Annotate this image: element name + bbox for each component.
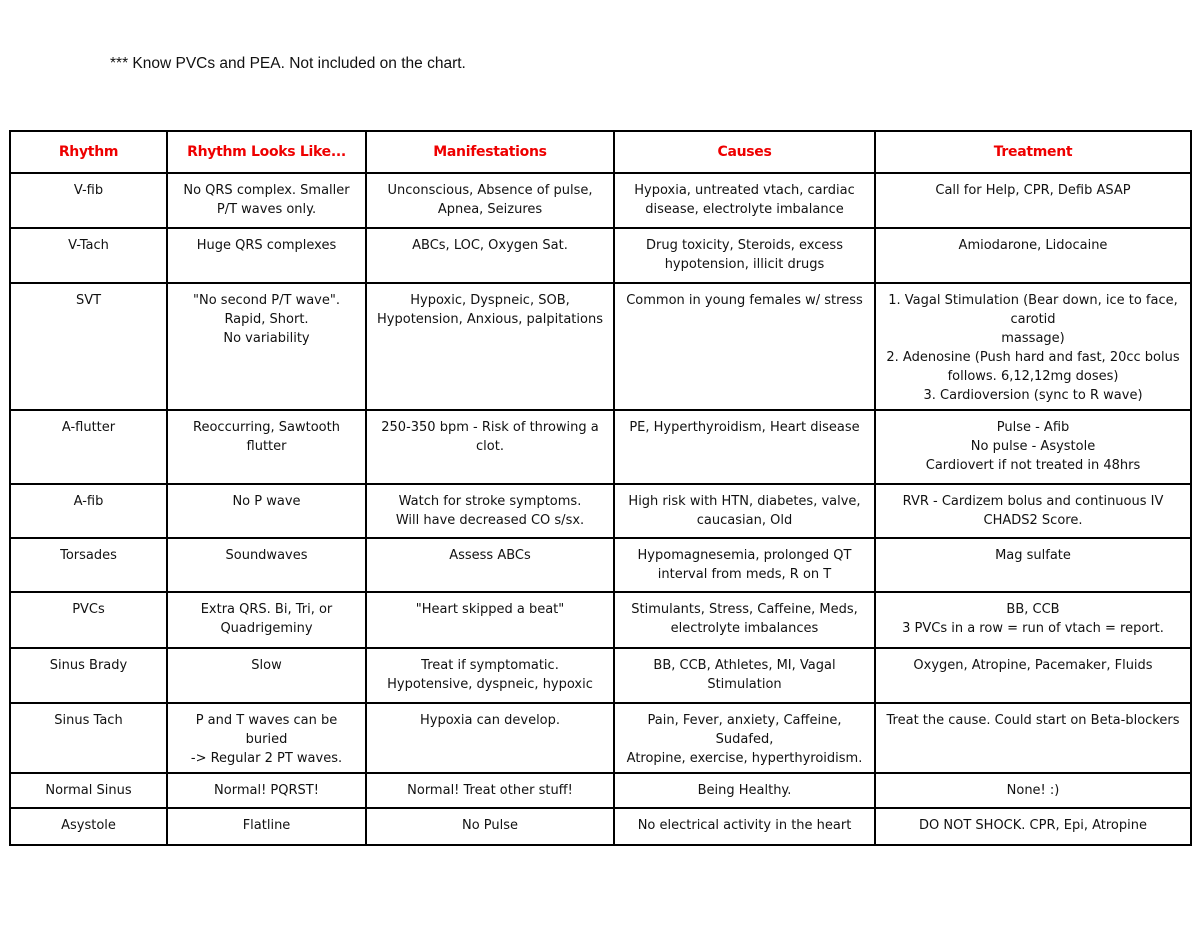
cell-text-line: Treat the cause. Could start on Beta-blockers xyxy=(886,713,1180,728)
treatment-cell xyxy=(875,484,1191,538)
cell-text-line: 3 PVCs in a row = run of vtach = report. xyxy=(902,621,1164,636)
table-row xyxy=(10,538,1191,592)
cell-text-line: Atropine, exercise, hyperthyroidism. xyxy=(626,751,863,766)
header-manifestations: Manifestations xyxy=(366,131,614,173)
cell-text-line: Stimulation xyxy=(707,677,782,692)
cell-text-line: No pulse - Asystole xyxy=(970,439,1096,454)
table-row xyxy=(10,592,1191,648)
manifestations-cell xyxy=(366,592,614,648)
causes-cell xyxy=(614,538,875,592)
cell-text-line: Treat if symptomatic. xyxy=(421,658,559,673)
cell-text-line: "No second P/T wave". xyxy=(193,293,340,308)
cell-text-line: Hypoxia, untreated vtach, cardiac xyxy=(634,183,855,198)
cell-text-line: RVR - Cardizem bolus and continuous IV xyxy=(902,494,1164,509)
cell-text-line: Flatline xyxy=(242,818,291,833)
manifestations-cell xyxy=(366,538,614,592)
cell-text-line: P/T waves only. xyxy=(216,202,317,217)
cell-text-line: Quadrigeminy xyxy=(220,621,313,636)
causes-cell xyxy=(614,592,875,648)
manifestations-cell xyxy=(366,648,614,703)
causes-cell xyxy=(614,173,875,228)
treatment-cell xyxy=(875,808,1191,845)
treatment-cell xyxy=(875,173,1191,228)
cell-text-line: 1. Vagal Stimulation (Bear down, ice to face, carotid xyxy=(888,293,1178,327)
manifestations-cell xyxy=(366,228,614,283)
chart-body xyxy=(10,173,1191,845)
cell-text-line: No P wave xyxy=(232,494,301,509)
cell-text-line: No variability xyxy=(223,331,310,346)
cell-text-line: Watch for stroke symptoms. xyxy=(398,494,582,509)
rhythm-looks-like-cell xyxy=(167,228,366,283)
cell-text-line: Drug toxicity, Steroids, excess xyxy=(646,238,843,253)
rhythm-looks-like-cell xyxy=(167,283,366,410)
cell-text-line: Normal Sinus xyxy=(45,783,132,798)
table-row xyxy=(10,703,1191,773)
cell-text-line: Will have decreased CO s/sx. xyxy=(395,513,585,528)
cell-text-line: CHADS2 Score. xyxy=(983,513,1083,528)
rhythm-cell xyxy=(10,283,167,410)
cell-text-line: Reoccurring, Sawtooth xyxy=(193,420,340,435)
cell-text-line: Cardiovert if not treated in 48hrs xyxy=(925,458,1141,473)
cell-text-line: Hypotensive, dyspneic, hypoxic xyxy=(387,677,593,692)
treatment-cell xyxy=(875,228,1191,283)
cell-text-line: Stimulants, Stress, Caffeine, Meds, xyxy=(631,602,858,617)
cell-text-line: Hypomagnesemia, prolonged QT xyxy=(637,548,852,563)
cell-text-line: A-flutter xyxy=(61,420,116,435)
table-row xyxy=(10,484,1191,538)
cell-text-line: "Heart skipped a beat" xyxy=(415,602,565,617)
causes-cell xyxy=(614,773,875,808)
rhythm-looks-like-cell xyxy=(167,538,366,592)
causes-cell xyxy=(614,283,875,410)
cell-text-line: DO NOT SHOCK. CPR, Epi, Atropine xyxy=(919,818,1147,833)
cell-text-line: flutter xyxy=(246,439,287,454)
causes-cell xyxy=(614,484,875,538)
rhythm-looks-like-cell xyxy=(167,648,366,703)
cell-text-line: Call for Help, CPR, Defib ASAP xyxy=(935,183,1131,198)
treatment-cell xyxy=(875,410,1191,484)
table-row xyxy=(10,773,1191,808)
cell-text-line: Torsades xyxy=(60,548,117,563)
rhythm-cell xyxy=(10,592,167,648)
cell-text-line: V-Tach xyxy=(68,238,109,253)
table-row xyxy=(10,648,1191,703)
cell-text-line: Extra QRS. Bi, Tri, or xyxy=(200,602,333,617)
manifestations-cell xyxy=(366,173,614,228)
cell-text-line: Oxygen, Atropine, Pacemaker, Fluids xyxy=(913,658,1153,673)
treatment-cell xyxy=(875,648,1191,703)
cell-text-line: PE, Hyperthyroidism, Heart disease xyxy=(629,420,860,435)
cell-text-line: Normal! PQRST! xyxy=(214,783,319,798)
rhythm-cell xyxy=(10,773,167,808)
cell-text-line: caucasian, Old xyxy=(696,513,793,528)
cell-text-line: 2. Adenosine (Push hard and fast, 20cc bolus xyxy=(886,350,1180,365)
cell-text-line: Common in young females w/ stress xyxy=(626,293,863,308)
manifestations-cell xyxy=(366,703,614,773)
manifestations-cell xyxy=(366,283,614,410)
header-rhythm: Rhythm xyxy=(10,131,167,173)
rhythm-looks-like-cell xyxy=(167,592,366,648)
cell-text-line: A-fib xyxy=(73,494,104,509)
cell-text-line: Assess ABCs xyxy=(449,548,531,563)
table-row xyxy=(10,173,1191,228)
header-rhythm-looks-like: Rhythm Looks Like... xyxy=(167,131,366,173)
cell-text-line: Asystole xyxy=(61,818,116,833)
rhythm-cell xyxy=(10,703,167,773)
cell-text-line: 3. Cardioversion (sync to R wave) xyxy=(923,388,1143,403)
cell-text-line: interval from meds, R on T xyxy=(657,567,832,582)
header-row xyxy=(10,131,1191,173)
manifestations-cell xyxy=(366,410,614,484)
cell-text-line: Being Healthy. xyxy=(697,783,792,798)
cell-text-line: SVT xyxy=(75,293,102,308)
cell-text-line: P and T waves can be buried xyxy=(195,713,338,747)
cell-text-line: Huge QRS complexes xyxy=(196,238,337,253)
cell-text-line: Sinus Brady xyxy=(49,658,128,673)
cell-text-line: Sinus Tach xyxy=(54,713,123,728)
rhythm-cell xyxy=(10,173,167,228)
cell-text-line: Rapid, Short. xyxy=(224,312,309,327)
cell-text-line: Hypoxic, Dyspneic, SOB, xyxy=(410,293,570,308)
cell-text-line: Hypotension, Anxious, palpitations xyxy=(377,312,603,327)
rhythm-looks-like-cell xyxy=(167,703,366,773)
header-causes: Causes xyxy=(614,131,875,173)
rhythm-cell xyxy=(10,410,167,484)
causes-cell xyxy=(614,808,875,845)
cell-text-line: Slow xyxy=(251,658,282,673)
rhythm-cell xyxy=(10,484,167,538)
manifestations-cell xyxy=(366,808,614,845)
causes-cell xyxy=(614,228,875,283)
cell-text-line: No QRS complex. Smaller xyxy=(183,183,350,198)
cell-text-line: follows. 6,12,12mg doses) xyxy=(947,369,1119,384)
cell-text-line: No Pulse xyxy=(461,818,519,833)
cell-text-line: BB, CCB, Athletes, MI, Vagal xyxy=(653,658,836,673)
cell-text-line: No electrical activity in the heart xyxy=(637,818,852,833)
cell-text-line: None! :) xyxy=(1006,783,1060,798)
treatment-cell xyxy=(875,538,1191,592)
rhythm-cell xyxy=(10,538,167,592)
chart-note: *** Know PVCs and PEA. Not included on the chart. xyxy=(110,55,466,72)
header-treatment: Treatment xyxy=(875,131,1191,173)
treatment-cell xyxy=(875,703,1191,773)
rhythm-cell xyxy=(10,228,167,283)
rhythm-looks-like-cell xyxy=(167,773,366,808)
rhythm-looks-like-cell xyxy=(167,173,366,228)
cell-text-line: Pulse - Afib xyxy=(996,420,1070,435)
dysrhythmia-chart xyxy=(9,130,1192,846)
cell-text-line: Soundwaves xyxy=(225,548,308,563)
cell-text-line: Mag sulfate xyxy=(995,548,1071,563)
cell-text-line: BB, CCB xyxy=(1006,602,1060,617)
cell-text-line: PVCs xyxy=(72,602,105,617)
cell-text-line: electrolyte imbalances xyxy=(670,621,819,636)
table-row xyxy=(10,808,1191,845)
cell-text-line: Hypoxia can develop. xyxy=(419,713,561,728)
cell-text-line: High risk with HTN, diabetes, valve, xyxy=(628,494,861,509)
cell-text-line: 250-350 bpm - Risk of throwing a xyxy=(381,420,599,435)
cell-text-line: disease, electrolyte imbalance xyxy=(645,202,844,217)
cell-text-line: Apnea, Seizures xyxy=(437,202,543,217)
cell-text-line: ABCs, LOC, Oxygen Sat. xyxy=(412,238,568,253)
cell-text-line: massage) xyxy=(1001,331,1065,346)
cell-text-line: Amiodarone, Lidocaine xyxy=(958,238,1108,253)
manifestations-cell xyxy=(366,773,614,808)
cell-text-line: clot. xyxy=(476,439,504,454)
treatment-cell xyxy=(875,773,1191,808)
rhythm-cell xyxy=(10,808,167,845)
cell-text-line: -> Regular 2 PT waves. xyxy=(190,751,343,766)
cell-text-line: Pain, Fever, anxiety, Caffeine, Sudafed, xyxy=(647,713,842,747)
table-row xyxy=(10,283,1191,410)
treatment-cell xyxy=(875,592,1191,648)
cell-text-line: hypotension, illicit drugs xyxy=(664,257,825,272)
rhythm-looks-like-cell xyxy=(167,410,366,484)
causes-cell xyxy=(614,410,875,484)
causes-cell xyxy=(614,648,875,703)
table-row xyxy=(10,228,1191,283)
table-row xyxy=(10,410,1191,484)
cell-text-line: Normal! Treat other stuff! xyxy=(407,783,573,798)
rhythm-looks-like-cell xyxy=(167,484,366,538)
causes-cell xyxy=(614,703,875,773)
manifestations-cell xyxy=(366,484,614,538)
treatment-cell xyxy=(875,283,1191,410)
cell-text-line: Unconscious, Absence of pulse, xyxy=(387,183,593,198)
cell-text-line: V-fib xyxy=(73,183,104,198)
rhythm-cell xyxy=(10,648,167,703)
rhythm-looks-like-cell xyxy=(167,808,366,845)
